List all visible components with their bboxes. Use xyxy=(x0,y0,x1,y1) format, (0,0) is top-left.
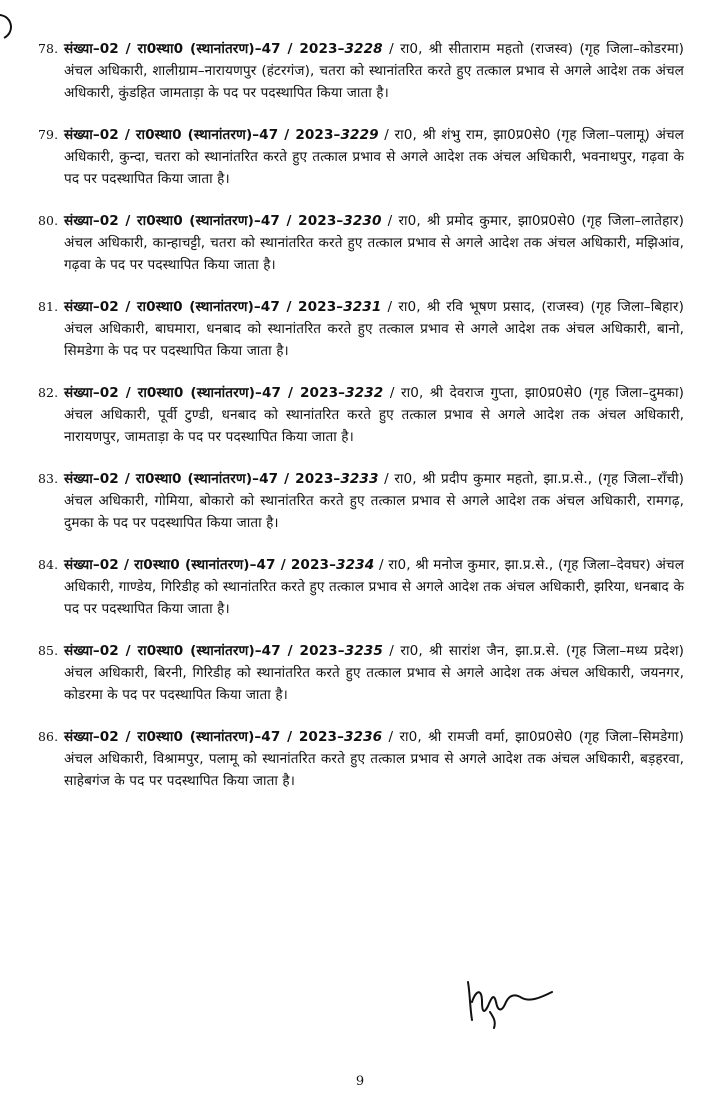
order-reference-number: 3236 xyxy=(343,729,383,745)
order-number: 82. xyxy=(38,385,59,400)
order-reference: संख्या–02 / रा0स्था0 (स्थानांतरण)–47 / 2023– xyxy=(64,729,344,745)
order-text: / रा0, श्री रवि भूषण प्रसाद, (राजस्व) (गृह जिला–बिहार) अंचल अधिकारी, बाघमारा, धनबाद को स्थानांतरित करते हुए तत्काल प्रभाव से अगले आदेश तक अंचल अधिकारी, बानो, सिमडेगा के पद पर पदस्थापित किया जाता है। xyxy=(64,299,684,359)
order-reference-number: 3235 xyxy=(344,643,383,659)
order-text: / रा0, श्री सारांश जैन, झा.प्र.से. (गृह जिला–मध्य प्रदेश) अंचल अधिकारी, बिरनी, गिरिडीह को स्थानांतरित करते हुए तत्काल प्रभाव से अगले आदेश तक अंचल अधिकारी, जयनगर, कोडरमा के पद पर पदस्थापित किया जाता है। xyxy=(64,643,684,703)
order-number: 80. xyxy=(38,213,59,228)
order-text: / रा0, श्री मनोज कुमार, झा.प्र.से., (गृह जिला–देवघर) अंचल अधिकारी, गाण्डेय, गिरिडीह को स्थानांतरित करते हुए तत्काल प्रभाव से अगले आदेश तक अंचल अधिकारी, झरिया, धनबाद के पद पर पदस्थापित किया जाता है। xyxy=(64,557,685,617)
order-number: 78. xyxy=(38,41,59,56)
order-reference-number: 3230 xyxy=(343,213,382,229)
order-reference-number: 3228 xyxy=(344,41,383,57)
order-number: 84. xyxy=(38,557,59,572)
order-reference: संख्या–02 / रा0स्था0 (स्थानांतरण)–47 / 2023– xyxy=(64,385,346,401)
order-item-79 xyxy=(38,124,684,190)
order-reference-number: 3234 xyxy=(336,557,375,573)
order-item-84 xyxy=(38,554,685,620)
order-item-78 xyxy=(38,38,684,104)
page-number: 9 xyxy=(355,1074,365,1089)
order-text: / रा0, श्री देवराज गुप्ता, झा0प्र0से0 (गृह जिला–दुमका) अंचल अधिकारी, पूर्वी टुण्डी, धनबाद को स्थानांतरित करते हुए तत्काल प्रभाव से अगले आदेश तक अंचल अधिकारी, नारायणपुर, जामताड़ा के पद पर पदस्थापित किया जाता है। xyxy=(64,385,685,445)
handwritten-signature xyxy=(460,972,560,1032)
order-reference-number: 3229 xyxy=(340,127,379,143)
order-item-86 xyxy=(38,726,684,792)
order-item-85 xyxy=(38,640,684,706)
order-reference: संख्या–02 / रा0स्था0 (स्थानांतरण)–47 / 2023– xyxy=(64,127,341,143)
order-item-80 xyxy=(38,210,684,276)
order-number: 81. xyxy=(38,299,59,314)
order-reference: संख्या–02 / रा0स्था0 (स्थानांतरण)–47 / 2023– xyxy=(64,471,341,487)
order-item-82 xyxy=(38,382,685,448)
order-text: / रा0, श्री सीताराम महतो (राजस्व) (गृह जिला–कोडरमा) अंचल अधिकारी, शालीग्राम–नारायणपुर (हंटरगंज), चतरा को स्थानांतरित करते हुए तत्काल प्रभाव से अगले आदेश तक अंचल अधिकारी, कुंडहित जामताड़ा के पद पर पदस्थापित किया जाता है। xyxy=(64,41,684,101)
order-number: 79. xyxy=(38,127,59,142)
order-number: 85. xyxy=(38,643,59,658)
order-reference-number: 3231 xyxy=(343,299,382,315)
order-reference-number: 3233 xyxy=(340,471,379,487)
order-reference: संख्या–02 / रा0स्था0 (स्थानांतरण)–47 / 2023– xyxy=(64,299,344,315)
order-text: / रा0, श्री प्रमोद कुमार, झा0प्र0से0 (गृह जिला–लातेहार) अंचल अधिकारी, कान्हाचट्टी, चतरा को स्थानांतरित करते हुए तत्काल प्रभाव से अगले आदेश तक अंचल अधिकारी, मझिआंव, गढ़वा के पद पर पदस्थापित किया जाता है। xyxy=(64,213,684,273)
order-text: / रा0, श्री रामजी वर्मा, झा0प्र0से0 (गृह जिला–सिमडेगा) अंचल अधिकारी, विश्रामपुर, पलामू को स्थानांतरित करते हुए तत्काल प्रभाव से अगले आदेश तक अंचल अधिकारी, बड़हरवा, साहेबगंज के पद पर पदस्थापित किया जाता है। xyxy=(64,729,684,789)
order-number: 83. xyxy=(38,471,59,486)
order-number: 86. xyxy=(38,729,59,744)
order-reference-number: 3232 xyxy=(345,385,384,401)
order-reference: संख्या–02 / रा0स्था0 (स्थानांतरण)–47 / 2023– xyxy=(64,41,345,57)
order-reference: संख्या–02 / रा0स्था0 (स्थानांतरण)–47 / 2023– xyxy=(64,557,337,573)
order-text: / रा0, श्री शंभु राम, झा0प्र0से0 (गृह जिला–पलामू) अंचल अधिकारी, कुन्दा, चतरा को स्थानांतरित करते हुए तत्काल प्रभाव से अगले आदेश तक अंचल अधिकारी, भवनाथपुर, गढ़वा के पद पर पदस्थापित किया जाता है। xyxy=(64,127,684,187)
order-item-83 xyxy=(38,468,685,534)
order-item-81 xyxy=(38,296,684,362)
order-text: / रा0, श्री प्रदीप कुमार महतो, झा.प्र.से., (गृह जिला–राँची) अंचल अधिकारी, गोमिया, बोकारो को स्थानांतरित करते हुए तत्काल प्रभाव से अगले आदेश तक अंचल अधिकारी, रामगढ़, दुमका के पद पर पदस्थापित किया जाता है। xyxy=(64,471,685,531)
order-reference: संख्या–02 / रा0स्था0 (स्थानांतरण)–47 / 2023– xyxy=(64,213,344,229)
document-page xyxy=(0,38,720,812)
order-reference: संख्या–02 / रा0स्था0 (स्थानांतरण)–47 / 2023– xyxy=(64,643,345,659)
